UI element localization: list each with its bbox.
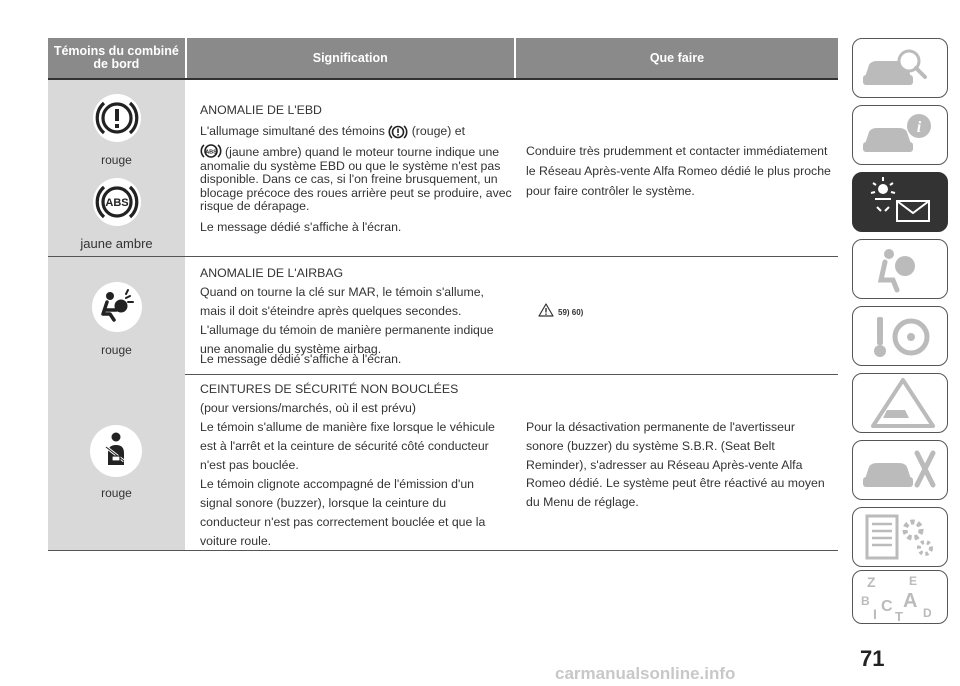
svg-text:I: I: [873, 606, 877, 622]
sidebar-item-emergency[interactable]: [852, 373, 948, 433]
header-indicators: Témoins du combiné de bord: [48, 38, 185, 78]
indicator-color-label: jaune ambre: [80, 236, 153, 251]
abs-icon: [91, 176, 143, 228]
sidebar-item-safety[interactable]: [852, 239, 948, 299]
row-text-fragment: L'allumage simultané des témoins: [200, 124, 385, 138]
indicator-color-label: rouge: [101, 486, 132, 500]
row-title: ANOMALIE DE L'AIRBAG: [200, 266, 344, 280]
airbag-person-icon: [853, 240, 947, 298]
indicator-color-label: rouge: [101, 153, 132, 167]
sidebar-item-warning-lights[interactable]: [852, 172, 948, 232]
warning-light-message-icon: [853, 173, 947, 231]
warning-triangle-icon: [538, 303, 554, 317]
row-message: Le message dédié s'affiche à l'écran.: [200, 220, 402, 234]
row-description: Le témoin clignote accompagné de l'émission d'un signal sonore (buzzer), lorsque la ceinture du conducteur n'est pas correctement bouclée et que la voiture roule.: [200, 477, 486, 548]
row-subtitle: (pour versions/marchés, où il est prévu): [200, 401, 416, 415]
indicator-color-label: rouge: [101, 343, 132, 357]
sidebar-item-starting[interactable]: [852, 306, 948, 366]
sidebar-item-index[interactable]: [852, 570, 948, 624]
row-description: Le témoin s'allume de manière fixe lorsque le véhicule est à l'arrêt et la ceinture de sécurité côté conducteur n'est pas bouclée.: [200, 420, 495, 472]
brake-warning-icon: [91, 92, 143, 144]
header-meaning: Signification: [187, 38, 514, 78]
row-text-line: [200, 122, 510, 141]
watermark-footer: carmanualsonline.info: [555, 664, 736, 683]
table-header: [48, 38, 838, 78]
car-breakdown-icon: [853, 374, 947, 432]
row-action-reference: 59) 60): [558, 308, 584, 317]
sidebar-item-maintenance[interactable]: [852, 440, 948, 500]
page-number: 71: [860, 646, 885, 671]
row-title: ANOMALIE DE L'EBD: [200, 103, 322, 117]
row-description: Quand on tourne la clé sur MAR, le témoin s'allume, mais il doit s'éteindre après quelques secondes. L'allumage du témoin de manière permanente indique une anomalie du système airbag.: [200, 285, 494, 356]
svg-text:Z: Z: [867, 574, 876, 590]
brake-warning-icon: [388, 123, 408, 141]
svg-text:ABS: ABS: [205, 149, 217, 156]
row-description: (jaune ambre) quand le moteur tourne indique une anomalie du système EBD ou que le système n'est pas disponible. Dans ce cas, si l'on freine brusquement, un blocage précoce des roues arrière peut se produire, avec risque de dérapage.: [200, 145, 512, 213]
svg-text:C: C: [881, 598, 893, 615]
sidebar-item-car-search[interactable]: [852, 38, 948, 98]
sidebar-item-car-info[interactable]: [852, 105, 948, 165]
car-tools-icon: [853, 441, 947, 499]
svg-text:i: i: [916, 119, 922, 136]
row-action: Conduire très prudemment et contacter immédiatement le Réseau Après-vente Alfa Romeo dédié le plus proche pour faire contrôler le système.: [526, 144, 831, 198]
svg-text:T: T: [895, 609, 903, 623]
row-action: Pour la désactivation permanente de l'avertisseur sonore (buzzer) du système S.B.R. (Seat Belt Reminder), s'adresser au Réseau Après-vente Alfa Romeo dédié. Le système peut être réactivé au moyen du Menu de réglage.: [526, 420, 825, 510]
svg-text:ABS: ABS: [105, 197, 129, 209]
svg-text:D: D: [923, 606, 932, 620]
seatbelt-icon: [88, 423, 144, 479]
header-action: Que faire: [516, 38, 838, 78]
row-title: CEINTURES DE SÉCURITÉ NON BOUCLÉES: [200, 382, 459, 396]
steering-key-icon: [853, 307, 947, 365]
svg-text:B: B: [861, 594, 870, 608]
car-info-icon: [853, 106, 947, 164]
row-text-fragment: (rouge) et: [411, 124, 466, 138]
car-search-icon: [853, 39, 947, 97]
alphabet-index-icon: [853, 571, 947, 623]
svg-text:A: A: [903, 590, 918, 612]
airbag-icon: [90, 280, 144, 334]
svg-text:E: E: [909, 574, 918, 588]
row-message: Le message dédié s'affiche à l'écran.: [200, 352, 402, 366]
specifications-gear-icon: [853, 508, 947, 566]
sidebar-item-specifications[interactable]: [852, 507, 948, 567]
